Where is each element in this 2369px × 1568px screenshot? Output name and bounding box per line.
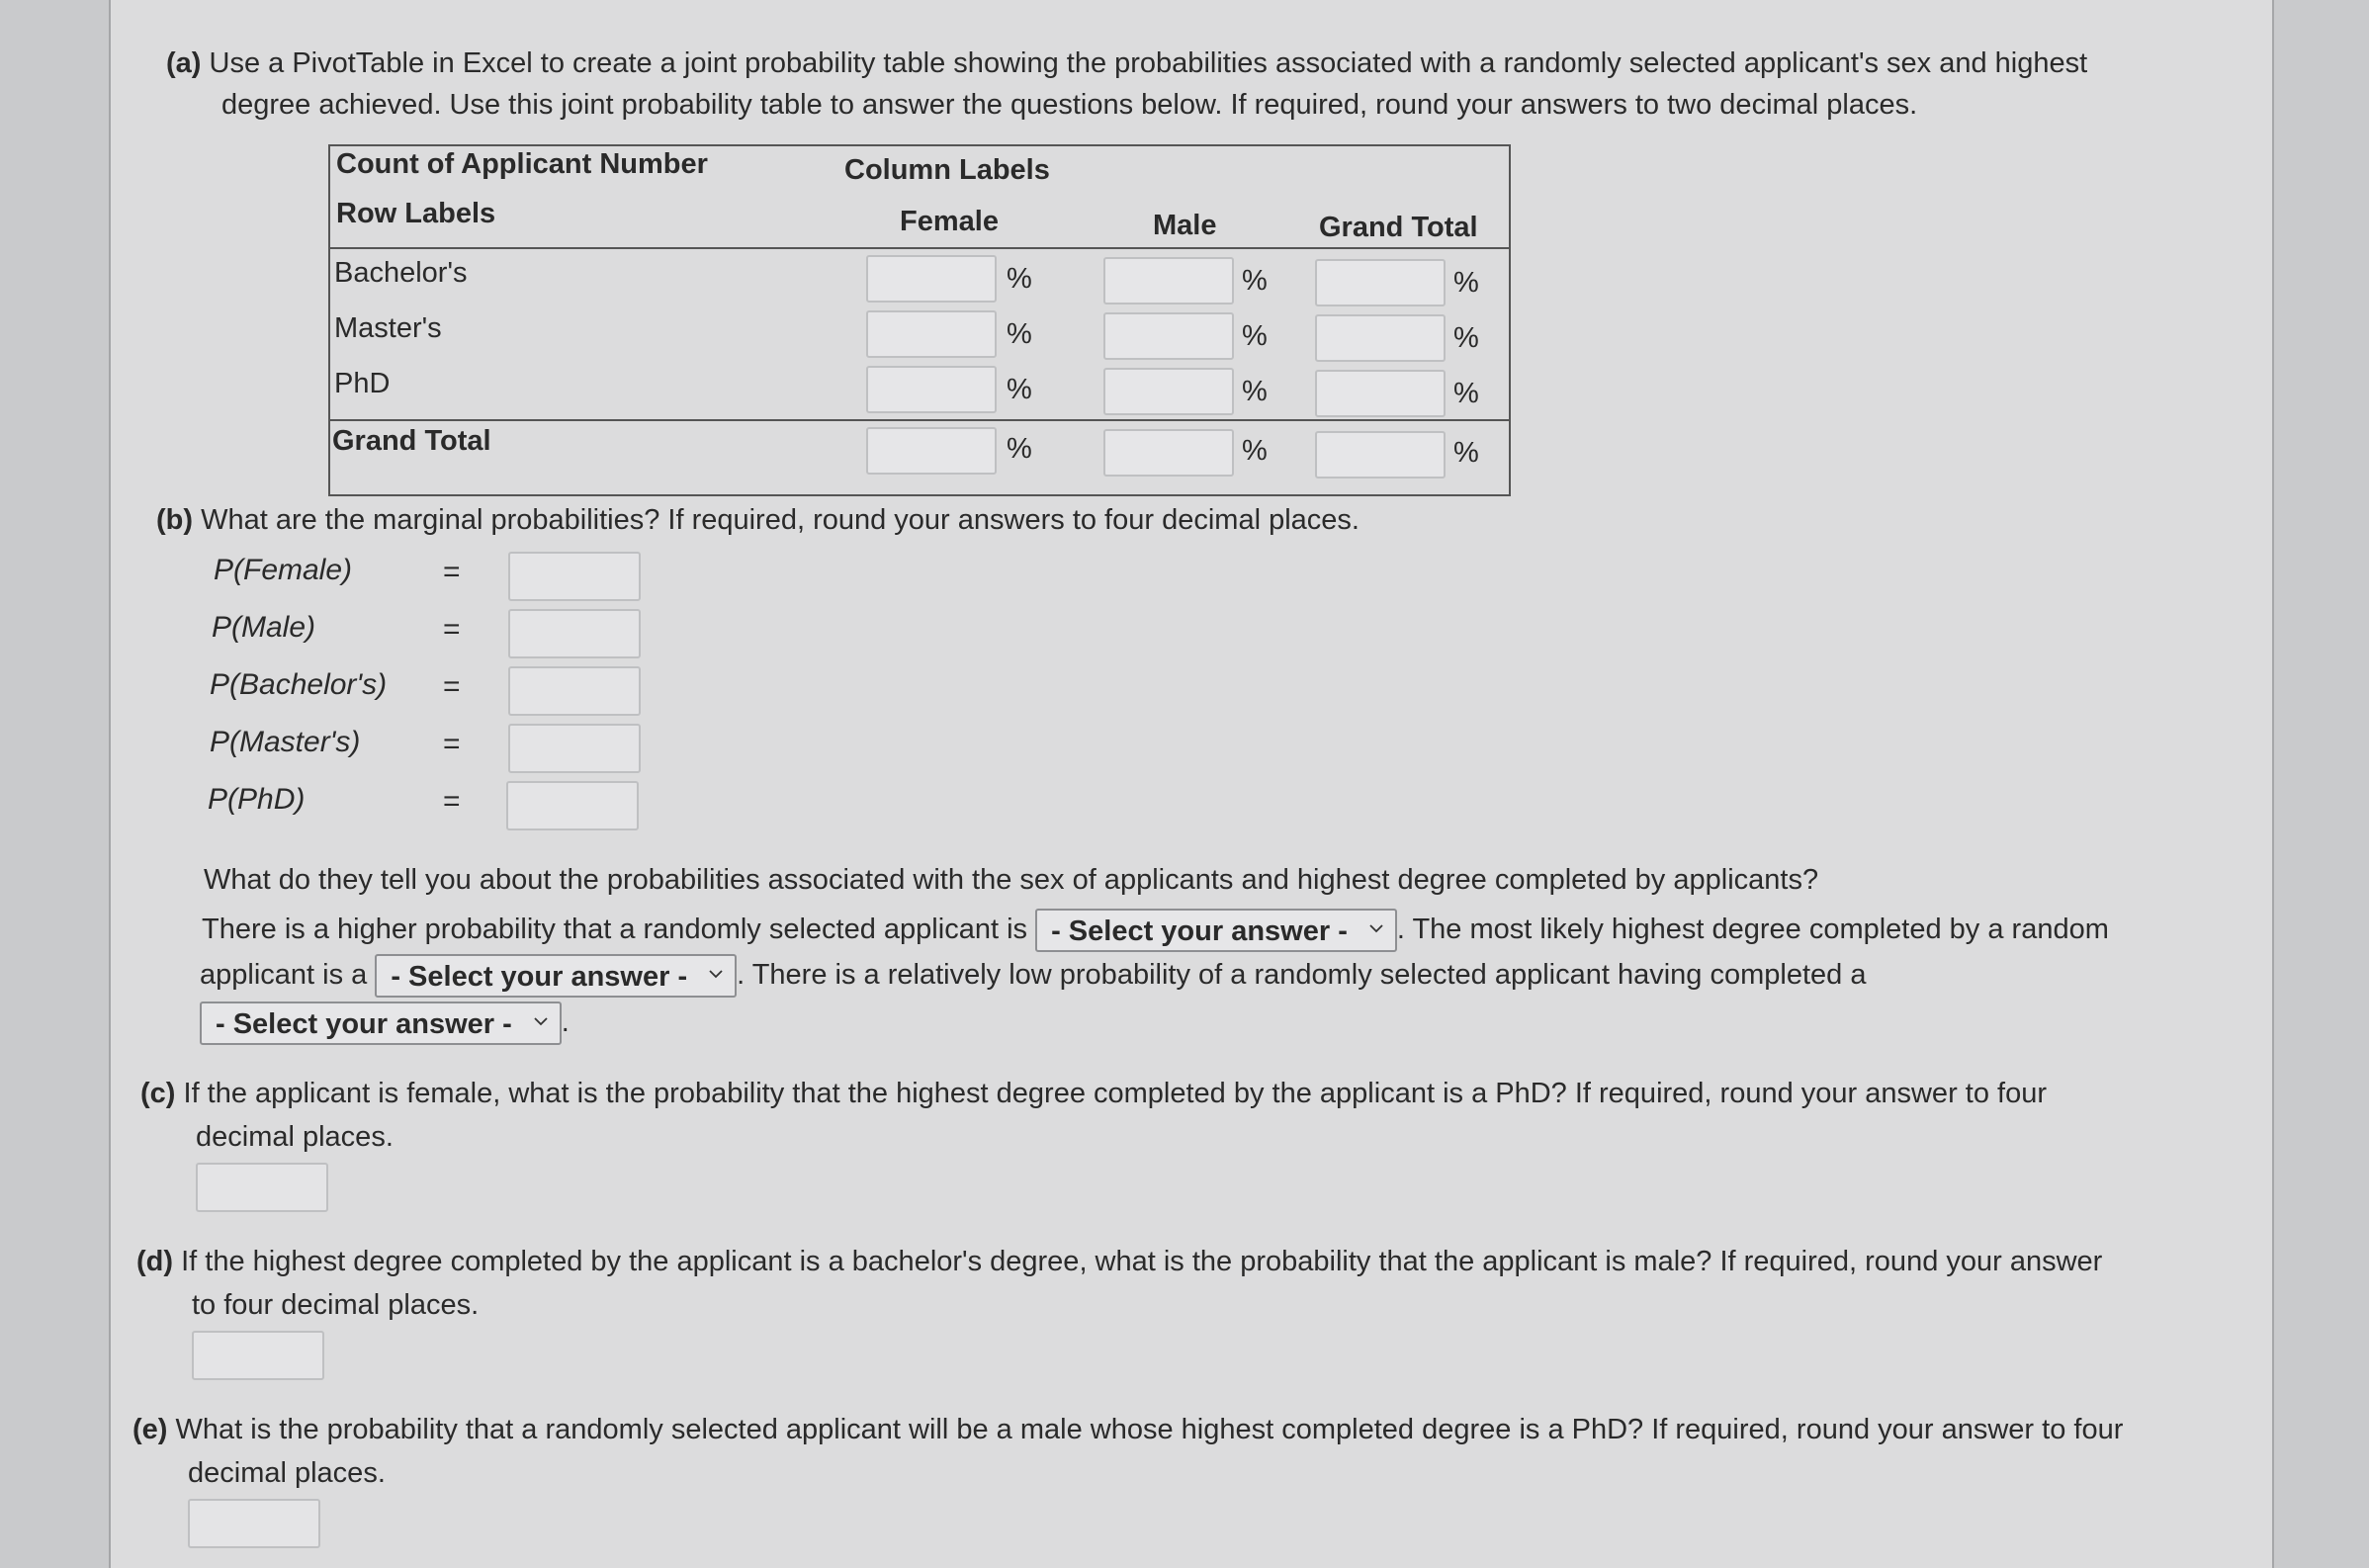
input-p-male[interactable] (508, 609, 641, 658)
interpretation-question: What do they tell you about the probabilities associated with the sex of applicants and highest degree completed by applicants? (204, 864, 1819, 896)
part-b-text: What are the marginal probabilities? If required, round your answers to four decimal places. (201, 504, 1360, 536)
input-phd-female[interactable] (866, 366, 997, 413)
select-degree-dropdown[interactable] (375, 954, 737, 998)
pct-unit: % (1242, 376, 1268, 407)
pct-unit: % (1453, 322, 1479, 354)
chevron-down-icon (534, 1014, 548, 1028)
part-c-text1: If the applicant is female, what is the probability that the highest degree completed by the applicant is a PhD? If required, round your answer to four (183, 1078, 2047, 1109)
prob-masters-label: P(Master's) (210, 726, 361, 758)
pivot-header-divider (330, 247, 1509, 249)
question-panel (109, 0, 2274, 1568)
part-d-text2: to four decimal places. (192, 1289, 480, 1321)
input-part-c[interactable] (196, 1163, 328, 1212)
equals-sign: = (443, 556, 461, 588)
pivot-row-phd: PhD (334, 368, 391, 399)
part-b-line (156, 498, 1360, 542)
pct-unit: % (1453, 437, 1479, 469)
pivot-column-labels: Column Labels (844, 154, 1050, 186)
pct-unit: % (1453, 267, 1479, 299)
line2-pre-text: applicant is a (200, 959, 368, 991)
part-a-text2: degree achieved. Use this joint probability table to answer the questions below. If required, round your answers to two decimal places. (221, 89, 1918, 121)
part-e-line1 (132, 1408, 2123, 1451)
input-phd-total[interactable] (1315, 370, 1446, 417)
part-a-line1 (166, 42, 2087, 85)
input-part-d[interactable] (192, 1331, 324, 1380)
line2-post-text: . There is a relatively low probability of a randomly selected applicant having completed a (737, 959, 1867, 991)
interpretation-line2 (200, 953, 1866, 998)
select-low-degree-value: - Select your answer - (216, 1008, 512, 1041)
pct-unit: % (1007, 263, 1032, 295)
chevron-down-icon (709, 967, 723, 981)
chevron-down-icon (1369, 921, 1383, 935)
part-d-text1: If the highest degree completed by the applicant is a bachelor's degree, what is the probability that the applicant is male? If required, round your answer (181, 1246, 2103, 1277)
select-sex-value: - Select your answer - (1051, 915, 1348, 948)
select-degree-value: - Select your answer - (391, 961, 688, 994)
input-masters-female[interactable] (866, 310, 997, 358)
pivot-count-header: Count of Applicant Number (336, 148, 708, 180)
line3-period: . (561, 1006, 570, 1038)
part-c-label: (c) (140, 1078, 176, 1109)
part-a-label: (a) (166, 47, 202, 79)
part-b-label: (b) (156, 504, 194, 536)
pct-unit: % (1007, 374, 1032, 405)
pct-unit: % (1453, 378, 1479, 409)
line1-pre-text: There is a higher probability that a randomly selected applicant is (202, 914, 1028, 945)
input-total-female[interactable] (866, 427, 997, 475)
equals-sign: = (443, 613, 461, 646)
prob-female-label: P(Female) (214, 554, 353, 586)
equals-sign: = (443, 728, 461, 760)
part-d-line1 (136, 1240, 2102, 1283)
pivot-row-grand-total: Grand Total (332, 425, 491, 457)
input-masters-total[interactable] (1315, 314, 1446, 362)
prob-bachelors-label: P(Bachelor's) (210, 668, 388, 701)
input-phd-male[interactable] (1103, 368, 1234, 415)
part-c-line1 (140, 1072, 2047, 1115)
pct-unit: % (1242, 435, 1268, 467)
pct-unit: % (1242, 265, 1268, 297)
pct-unit: % (1242, 320, 1268, 352)
pct-unit: % (1007, 318, 1032, 350)
input-total-male[interactable] (1103, 429, 1234, 477)
part-e-text2: decimal places. (188, 1457, 386, 1489)
select-low-degree-dropdown[interactable] (200, 1002, 562, 1045)
equals-sign: = (443, 670, 461, 703)
pivot-total-divider (330, 419, 1509, 421)
pivot-col-male: Male (1153, 210, 1217, 241)
input-masters-male[interactable] (1103, 312, 1234, 360)
part-a-text1: Use a PivotTable in Excel to create a joint probability table showing the probabilities associated with a randomly selected applicant's sex and highest (209, 47, 2088, 79)
interpretation-line1 (202, 908, 2109, 952)
pivot-row-bachelors: Bachelor's (334, 257, 468, 289)
input-p-bachelors[interactable] (508, 666, 641, 716)
prob-phd-label: P(PhD) (208, 783, 306, 816)
input-p-female[interactable] (508, 552, 641, 601)
input-bachelors-male[interactable] (1103, 257, 1234, 305)
pivot-table (328, 144, 1511, 496)
input-part-e[interactable] (188, 1499, 320, 1548)
pct-unit: % (1007, 433, 1032, 465)
input-p-masters[interactable] (508, 724, 641, 773)
part-c-text2: decimal places. (196, 1121, 394, 1153)
pivot-row-labels: Row Labels (336, 198, 496, 229)
input-bachelors-total[interactable] (1315, 259, 1446, 306)
part-d-label: (d) (136, 1246, 174, 1277)
part-e-text1: What is the probability that a randomly selected applicant will be a male whose highest completed degree is a PhD? If required, round your answer to four (175, 1414, 2124, 1445)
part-e-label: (e) (132, 1414, 168, 1445)
pivot-row-masters: Master's (334, 312, 442, 344)
prob-male-label: P(Male) (212, 611, 316, 644)
input-bachelors-female[interactable] (866, 255, 997, 303)
equals-sign: = (443, 785, 461, 818)
pivot-col-grand-total: Grand Total (1319, 212, 1478, 243)
input-p-phd[interactable] (506, 781, 639, 830)
pivot-col-female: Female (900, 206, 999, 237)
input-total-grand[interactable] (1315, 431, 1446, 479)
interpretation-line3 (200, 1001, 570, 1045)
line1-post-text: . The most likely highest degree completed by a random (1396, 914, 2109, 945)
select-sex-dropdown[interactable] (1035, 909, 1397, 952)
